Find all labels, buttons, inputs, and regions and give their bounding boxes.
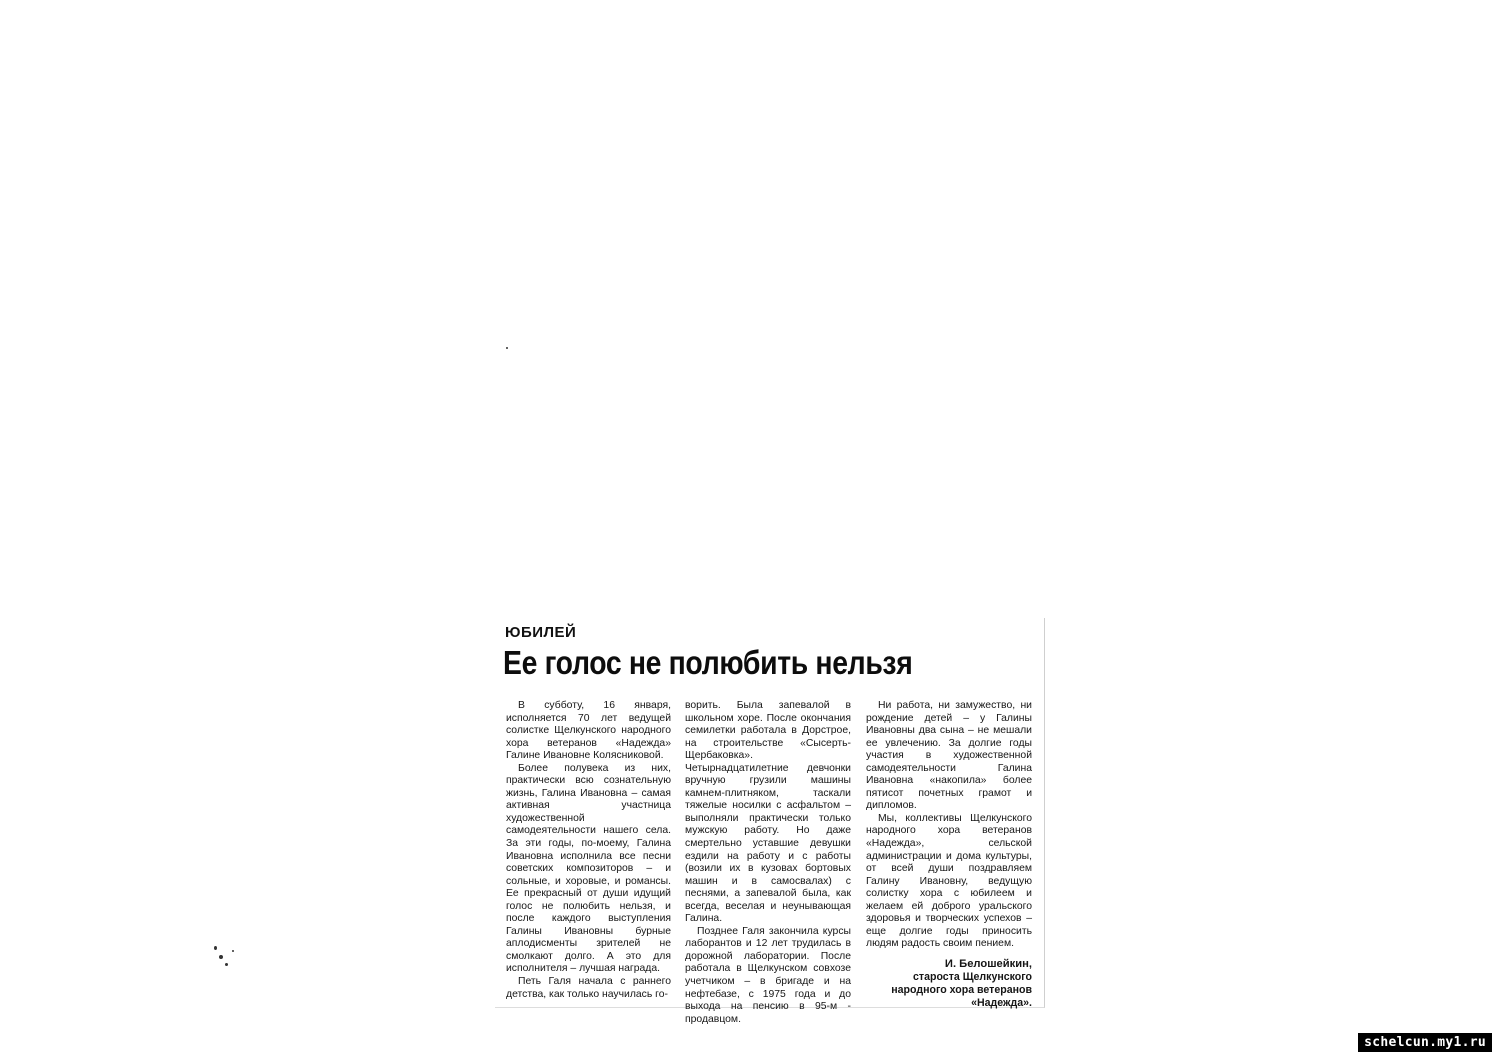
author-name: И. Белошейкин, [944, 957, 1032, 970]
author-role-line: народного хора ветеранов [891, 983, 1032, 996]
paragraph: Позднее Галя закончила курсы лаборантов и 12 лет трудилась в дорожной лаборатории. После работала в Щелкунском совхозе учетчиком – в бригаде и на нефтебазе, с 1975 года и до выхода на пенсию в 95-м - продавцом. [685, 925, 851, 1025]
site-watermark: schelcun.my1.ru [1358, 1033, 1492, 1052]
paragraph: Более полувека из них, практически всю сознательную жизнь, Галина Ивановна – самая активная участница художественной самодеятельности нашего села. За эти годы, по-моему, Галина Ивановна исполнила все песни советских композиторов – и сольные, и хоровые, и романсы. Ее прекрасный от души идущий голос не полюбить нельзя, и после каждого выступления Галины Ивановны бурные аплодисменты зрителей не смолкают долго. А это для исполнителя – лучшая награда. [506, 762, 671, 975]
article-column-2 [685, 700, 851, 1026]
author-signature [866, 958, 1032, 1010]
newspaper-clipping [495, 618, 1045, 1025]
scan-speck [232, 950, 234, 952]
paragraph: Мы, коллективы Щелкунского народного хора ветеранов «Надежда», сельской администрации и дома культуры, от всей души поздравляем Галину Ивановну, ведущую солистку хора с юбилеем и желаем ей доброго уральского здоровья и творческих успехов – еще долгие годы приносить людям радость своим пением. [866, 812, 1032, 950]
author-role-line: староста Щелкунского [913, 970, 1032, 983]
scan-speck [219, 955, 223, 959]
article-column-1 [506, 700, 671, 1001]
scan-speck [506, 347, 508, 349]
scan-speck [225, 963, 228, 966]
paragraph: В субботу, 16 января, исполняется 70 лет ведущей солистке Щелкунского народного хора ветеранов «Надежда» Галине Ивановне Колясниковой. [506, 700, 671, 762]
rubric-label: ЮБИЛЕЙ [505, 624, 577, 641]
scan-speck [214, 946, 217, 950]
article-column-3 [866, 700, 1032, 1010]
paragraph: ворить. Была запевалой в школьном хоре. После окончания семилетки работала в Дорстрое, на строительстве «Сысерть-Щербаковка». Четырнадцатилетние девчонки вручную грузили машины камнем-плитняком, таскали тяжелые носилки с асфальтом – выполняли практически только мужскую работу. Но даже смертельно уставшие девушки ездили на работу и с работы (возили их в кузовах бортовых машин и в самосвалах) с песнями, а запевалой была, как всегда, веселая и неунывающая Галина. [685, 700, 851, 925]
author-role-line: «Надежда». [971, 996, 1032, 1009]
paragraph: Петь Галя начала с раннего детства, как только научилась го- [506, 976, 671, 1000]
paragraph: Ни работа, ни замужество, ни рождение детей – у Галины Ивановны два сына – не мешали ее увлечению. За долгие годы участия в художественной самодеятельности Галина Ивановна «накопила» более пятисот почетных грамот и дипломов. [866, 700, 1032, 812]
article-headline: Ее голос не полюбить нельзя [503, 644, 913, 681]
